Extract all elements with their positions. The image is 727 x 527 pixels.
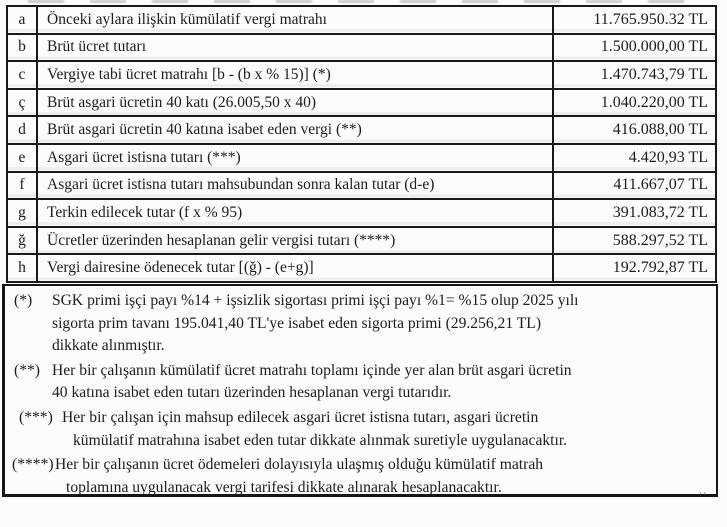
row-value: 416.088,00 TL: [552, 117, 715, 143]
footnote-marker: (*): [14, 292, 33, 309]
row-value: 11.765.950.32 TL: [552, 7, 715, 33]
footnote-text: [52, 360, 710, 405]
footnote-sgk-prim: [5, 290, 710, 358]
row-key: g: [8, 200, 38, 226]
footnote-line: Her bir çalışanın kümülatif ücret matrahı toplamı içinde yer alan brüt asgari ücretin: [52, 361, 572, 379]
table-row: [8, 173, 715, 201]
row-value: 4.420,93 TL: [552, 145, 715, 171]
row-label: Asgari ücret istisna tutarı (***): [47, 148, 241, 166]
row-key: d: [8, 117, 38, 143]
row-key: b: [8, 35, 38, 61]
table-row: [8, 90, 715, 118]
row-label: Vergiye tabi ücret matrahı [b - (b x % 15)] (*): [47, 65, 331, 83]
row-value: 1.500.000,00 TL: [552, 35, 715, 61]
table-row: [8, 200, 715, 228]
row-value: 411.667,07 TL: [552, 173, 715, 199]
row-value: 192.792,87 TL: [552, 255, 715, 281]
row-value: 1.470.743,79 TL: [552, 62, 715, 88]
table-row: [8, 117, 715, 145]
footnote-line: Her bir çalışan için mahsup edilecek asgari ücret istisna tutarı, asgari ücretin: [62, 408, 539, 426]
footnote-kumulatif-matrah: [5, 360, 710, 405]
footnote-marker: (****): [12, 456, 54, 474]
row-key: f: [8, 173, 38, 199]
footnote-marker: (***): [19, 408, 53, 426]
row-key: ç: [8, 90, 38, 116]
row-key: e: [8, 145, 38, 171]
table-row: [8, 35, 715, 63]
footnote-line: dikkate alınmıştır.: [52, 337, 165, 355]
footnote-line: sigorta prim tavanı 195.041,40 TL'ye isabet eden sigorta primi (29.256,21 TL): [52, 314, 542, 332]
row-label: Vergi dairesine ödenecek tutar [(ğ) - (e+g)]: [47, 259, 314, 277]
scan-ghost-artifact: [28, 0, 688, 3]
row-key: c: [8, 62, 38, 88]
row-label: Brüt asgari ücretin 40 katına isabet eden vergi (**): [47, 121, 362, 139]
footnote-line: 40 katına isabet eden tutarı üzerinden hesaplanan vergi tutarıdır.: [52, 384, 452, 402]
tax-calculation-table: [6, 5, 717, 283]
row-key: ğ: [8, 228, 38, 254]
row-value: 391.083,72 TL: [552, 200, 715, 226]
table-row: [8, 228, 715, 256]
table-row: [8, 7, 715, 35]
table-row: [8, 255, 715, 281]
row-label: Brüt ücret tutarı: [47, 38, 146, 56]
row-label: Brüt asgari ücretin 40 katı (26.005,50 x 40): [47, 93, 317, 111]
row-value: 1.040.220,00 TL: [552, 90, 715, 116]
row-key: h: [8, 255, 38, 281]
table-row: [8, 145, 715, 173]
footnotes-box: [2, 284, 718, 497]
row-label: Asgari ücret istisna tutarı mahsubundan sonra kalan tutar (d-e): [47, 176, 435, 194]
row-label: Terkin edilecek tutar (f x % 95): [47, 203, 243, 221]
footnote-line: toplamına uygulanacak vergi tarifesi dikkate alınarak hesaplanacaktır.: [66, 478, 502, 496]
row-label: Önceki aylara ilişkin kümülatif vergi matrahı: [47, 10, 327, 28]
footnote-text: [52, 290, 710, 358]
footnote-line: SGK primi işçi payı %14 + işsizlik sigortası primi işçi payı %1= %15 olup 2025 yılı: [52, 292, 579, 309]
footnote-marker: (**): [14, 361, 40, 379]
row-label: Ücretler üzerinden hesaplanan gelir vergisi tutarı (****): [47, 231, 396, 249]
footnote-istisna-tutari: [5, 407, 710, 452]
row-key: a: [8, 7, 38, 33]
footnote-line: kümülatif matrahına isabet eden tutar dikkate alınmak suretiyle uygulanacaktır.: [73, 431, 568, 449]
table-row: [8, 62, 715, 90]
footnote-vergi-tarifesi: [5, 454, 710, 499]
footnote-text: [62, 407, 710, 452]
scan-page-mark: '': [699, 492, 707, 502]
footnote-text: [55, 454, 710, 499]
row-value: 588.297,52 TL: [552, 228, 715, 254]
footnote-line: Her bir çalışanın ücret ödemeleri dolayısıyla ulaşmış olduğu kümülatif matrah: [55, 456, 544, 474]
